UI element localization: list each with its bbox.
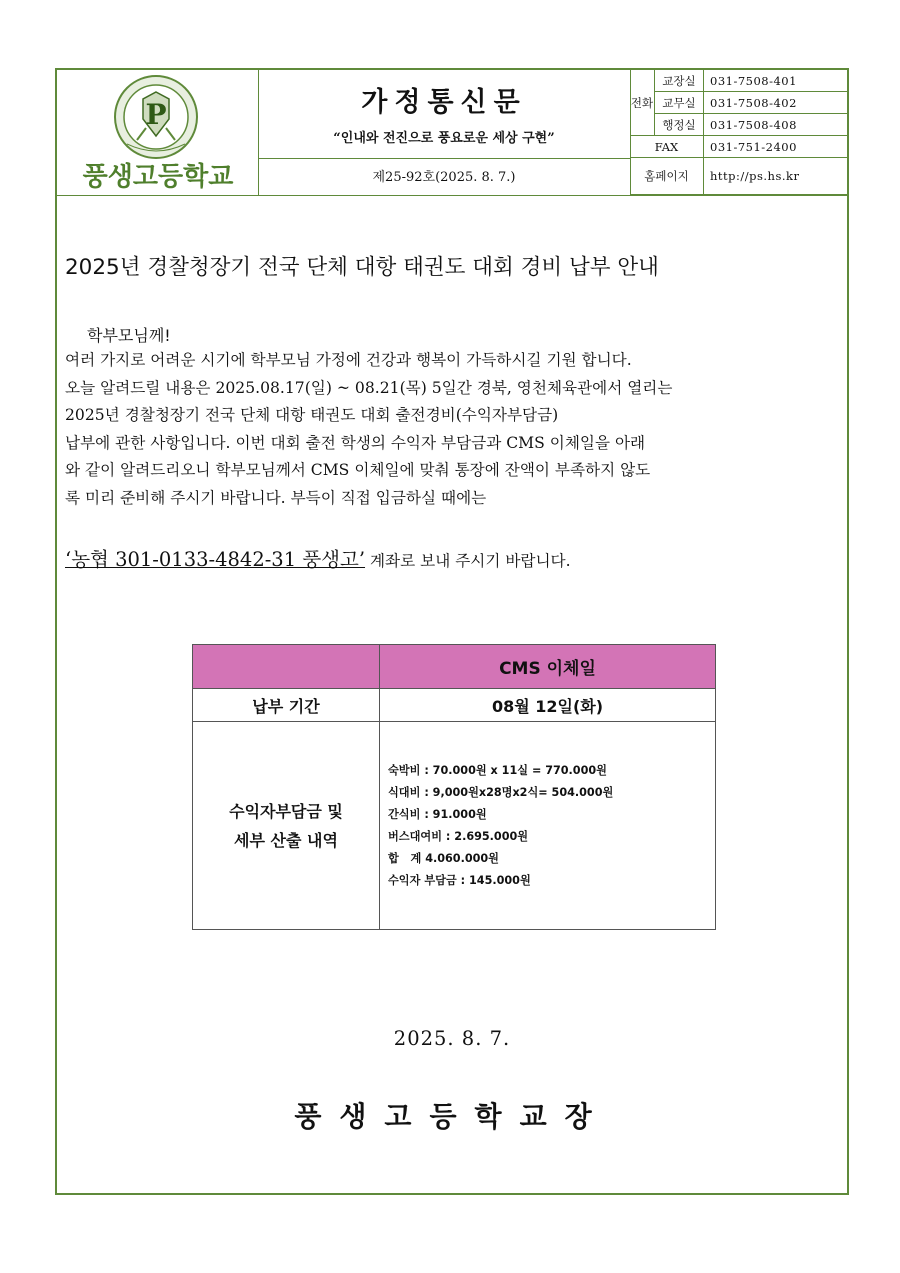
body-line: 와 같이 알려드리오니 학부모님께서 CMS 이체일에 맞춰 통장에 잔액이 부족하지 않도: [65, 461, 651, 479]
contact-label: 행정실: [655, 114, 704, 136]
notice-body: [65, 347, 845, 512]
school-motto: “인내와 전진으로 풍요로운 세상 구현”: [333, 131, 555, 146]
issue-number: 제25-92호(2025. 8. 7.): [258, 158, 630, 196]
school-logo-cell: [57, 70, 259, 195]
principal-signature: 풍생고등학교장: [294, 1100, 610, 1133]
homepage-label: 홈페이지: [630, 158, 704, 195]
body-line: 록 미리 준비해 주시기 바랍니다. 부득이 직접 입금하실 때에는: [65, 488, 487, 507]
detail-label: [193, 722, 380, 930]
bank-account: ‘농협 301-0133-4842-31 풍생고’: [65, 548, 366, 571]
phone-label: 전화: [630, 70, 655, 136]
cms-date-header: CMS 이체일: [380, 645, 716, 689]
cost-line: 숙박비 : 70.000원 x 11실 = 770.000원: [388, 763, 607, 777]
contact-number: 031-7508-401: [704, 70, 848, 92]
cost-line: 수익자 부담금 : 145.000원: [388, 873, 531, 887]
fax-number: 031-751-2400: [704, 136, 848, 158]
cost-line: 식대비 : 9,000원x28명x2식= 504.000원: [388, 785, 614, 799]
contact-info: [630, 70, 847, 195]
contact-number: 031-7508-402: [704, 92, 848, 114]
title-cell: [258, 70, 631, 195]
issue-date: 2025. 8. 7.: [393, 1027, 511, 1050]
cost-line: 간식비 : 91.000원: [388, 807, 487, 821]
homepage-link[interactable]: http://ps.hs.kr: [704, 158, 848, 195]
contact-label: 교장실: [655, 70, 704, 92]
school-emblem-icon: [113, 74, 199, 160]
period-value: 08월 12일(화): [380, 689, 716, 722]
table-header-empty: [193, 645, 380, 689]
cost-line: 버스대여비 : 2.695.000원: [388, 829, 529, 843]
school-name: 풍생고등학교: [82, 162, 234, 192]
contact-number: 031-7508-408: [704, 114, 848, 136]
account-suffix: 계좌로 보내 주시기 바랍니다.: [365, 552, 571, 570]
fax-label: FAX: [630, 136, 704, 158]
svg-text:P: P: [145, 98, 167, 131]
cost-line: 합 계 4.060.000원: [388, 851, 499, 865]
period-label: 납부 기간: [193, 689, 380, 722]
greeting: 학부모님께!: [87, 326, 171, 345]
letterhead: [57, 70, 847, 196]
payment-table: [192, 644, 716, 930]
detail-label-line: 세부 산출 내역: [234, 830, 338, 850]
contact-label: 교무실: [655, 92, 704, 114]
detail-label-line: 수익자부담금 및: [229, 801, 343, 821]
notice-title: 2025년 경찰청장기 전국 단체 대항 태권도 대회 경비 납부 안내: [65, 255, 659, 280]
body-line: 여러 가지로 어려운 시기에 학부모님 가정에 건강과 행복이 가득하시길 기원 합니다.: [65, 351, 632, 369]
document-frame: [55, 68, 849, 1195]
page-title: 가정통신문: [361, 87, 527, 118]
account-line: [65, 544, 571, 572]
body-line: 2025년 경찰청장기 전국 단체 대항 태권도 대회 출전경비(수익자부담금): [65, 406, 559, 424]
body-line: 오늘 알려드릴 내용은 2025.08.17(일) ~ 08.21(목) 5일간 경북, 영천체육관에서 열리는: [65, 378, 673, 397]
body-line: 납부에 관한 사항입니다. 이번 대회 출전 학생의 수익자 부담금과 CMS 이체일을 아래: [65, 433, 646, 452]
cost-breakdown: [380, 722, 716, 930]
